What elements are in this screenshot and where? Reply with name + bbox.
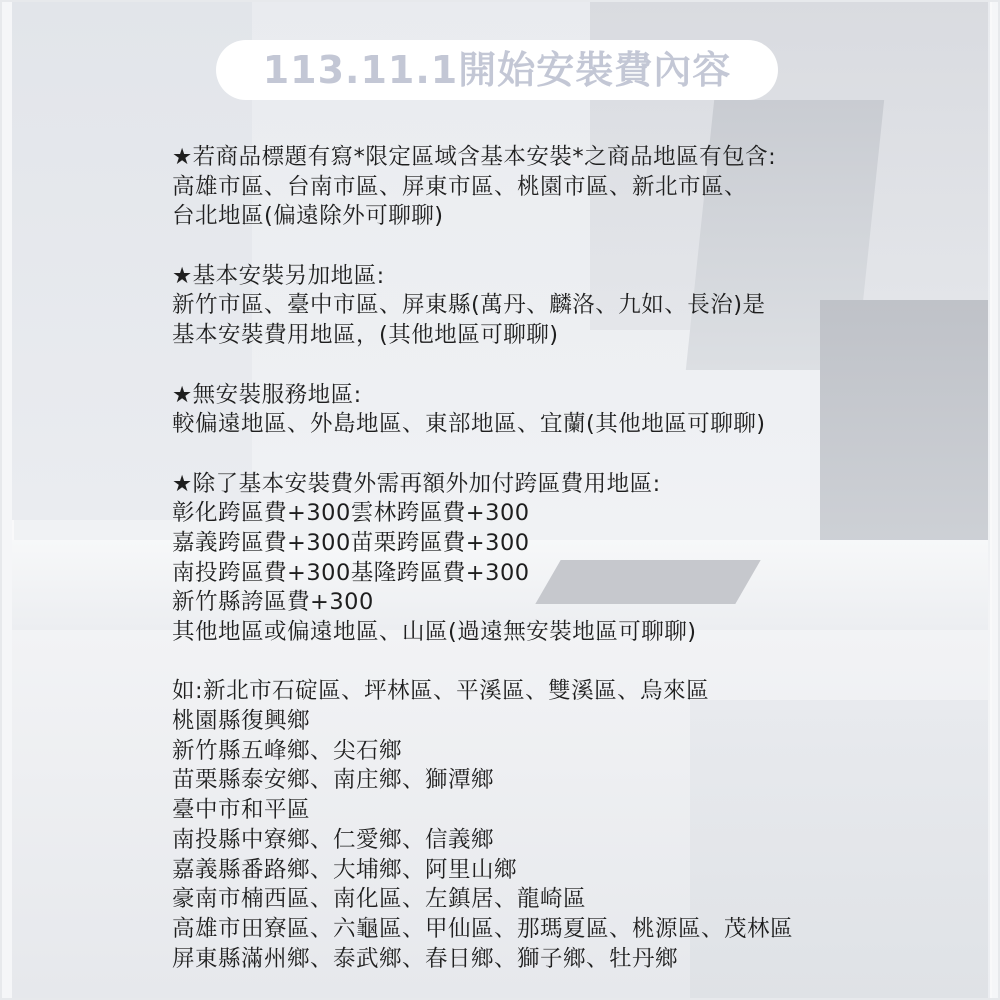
section-line: 高雄市田寮區、六龜區、甲仙區、那瑪夏區、桃源區、茂林區	[172, 915, 794, 942]
section-line: ★基本安裝另加地區:	[172, 262, 385, 289]
section-line: 嘉義跨區費+300苗栗跨區費+300	[172, 529, 530, 556]
section-extra-fee-areas	[172, 262, 972, 351]
section-line: 屏東縣滿州鄉、泰武鄉、春日鄉、獅子鄉、牡丹鄉	[172, 945, 679, 972]
content-body	[172, 143, 972, 1000]
page-title: 113.11.1開始安裝費內容	[262, 48, 732, 92]
section-line: 基本安裝費用地區，(其他地區可聊聊)	[172, 322, 559, 349]
section-line: 南投縣中寮鄉、仁愛鄉、信義鄉	[172, 826, 495, 853]
section-line: 高雄市區、台南市區、屏東市區、桃園市區、新北市區、	[172, 173, 748, 200]
section-line: 新竹縣五峰鄉、尖石鄉	[172, 737, 403, 764]
section-line: 較偏遠地區、外島地區、東部地區、宜蘭(其他地區可聊聊)	[172, 411, 766, 438]
section-line: 新竹市區、臺中市區、屏東縣(萬丹、麟洛、九如、長治)是	[172, 292, 766, 319]
section-remote-area-examples	[172, 677, 972, 974]
section-line: 彰化跨區費+300雲林跨區費+300	[172, 500, 530, 527]
section-line: ★除了基本安裝費外需再額外加付跨區費用地區:	[172, 470, 661, 497]
section-line: 嘉義縣番路鄉、大埔鄉、阿里山鄉	[172, 856, 518, 883]
section-line: ★無安裝服務地區:	[172, 381, 362, 408]
section-line: 豪南市楠西區、南化區、左鎮居、龍崎區	[172, 886, 587, 913]
section-line: 桃園縣復興鄉	[172, 708, 311, 735]
section-line: 如:新北市石碇區、坪林區、平溪區、雙溪區、烏來區	[172, 678, 710, 705]
section-line: 其他地區或偏遠地區、山區(過遠無安裝地區可聊聊)	[172, 619, 697, 645]
section-line: 苗栗縣泰安鄉、南庄鄉、獅潭鄉	[172, 767, 495, 794]
section-line: 台北地區(偏遠除外可聊聊)	[172, 203, 444, 230]
section-line: 臺中市和平區	[172, 797, 311, 824]
section-line: 新竹縣誇區費+300	[172, 589, 374, 616]
section-included-areas	[172, 143, 972, 232]
section-line: 南投跨區費+300基隆跨區費+300	[172, 559, 530, 586]
section-no-service-areas	[172, 381, 972, 440]
section-cross-region-fees	[172, 470, 972, 648]
section-line: ★若商品標題有寫*限定區域含基本安裝*之商品地區有包含:	[172, 144, 777, 170]
